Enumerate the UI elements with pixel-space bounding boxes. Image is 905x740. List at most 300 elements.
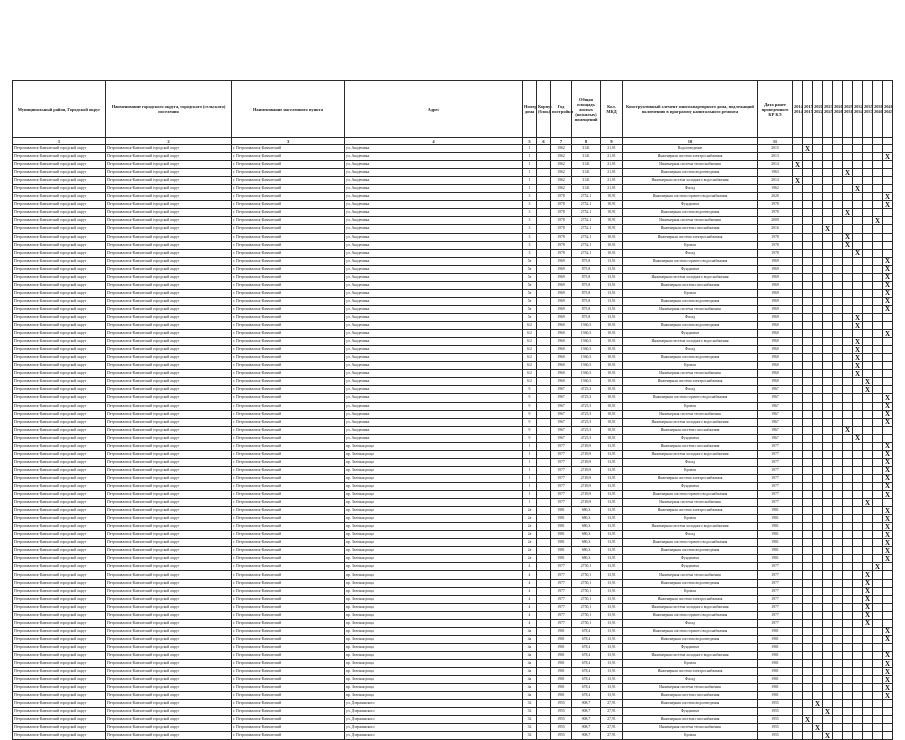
period-cell [813,233,823,241]
period-cell [883,217,893,225]
period-cell [873,643,883,651]
district-cell: Петропавловск-Камчатский городской округ [13,539,106,547]
district-cell: Петропавловск-Камчатский городской округ [13,330,106,338]
col-header-period: 2029 2031 [843,81,853,138]
period-cell [853,531,863,539]
count-cell: 18,91 [601,370,623,378]
period-mark-cell: X [823,732,833,740]
period-cell [803,539,813,547]
period-cell [793,651,803,659]
period-cell [813,442,823,450]
house-number-cell: 4а [523,684,537,692]
year-cell: 1962 [551,177,572,185]
period-cell [843,692,853,700]
table-row [13,450,893,458]
address-cell: ул. Академика [345,297,523,305]
house-number-cell: 4 [523,587,537,595]
locality-cell: г. Петропавловск-Камчатский [232,619,345,627]
period-cell [793,289,803,297]
building-cell [537,370,551,378]
house-number-cell: 3 [523,201,537,209]
settlement-cell: Петропавловск-Камчатский городской округ [106,442,232,450]
district-cell: Петропавловск-Камчатский городской округ [13,716,106,724]
locality-cell: г. Петропавловск-Камчатский [232,442,345,450]
prev-repair-date-cell: 2014 [758,177,793,185]
settlement-cell: Петропавловск-Камчатский городской округ [106,579,232,587]
period-cell [873,515,883,523]
period-cell [803,305,813,313]
period-cell [803,499,813,507]
period-cell [863,635,873,643]
house-number-cell: 2а [523,531,537,539]
period-cell [863,692,873,700]
period-cell [873,177,883,185]
period-mark-cell: X [883,668,893,676]
element-cell: Фундамент [623,201,758,209]
period-cell [803,571,813,579]
area-cell: 1360,3 [572,346,601,354]
address-cell: ул. Академика [345,289,523,297]
house-number-cell: 5а [523,297,537,305]
building-cell [537,507,551,515]
period-cell [813,507,823,515]
period-cell [833,410,843,418]
settlement-cell: Петропавловск-Камчатский городской округ [106,507,232,515]
period-cell [833,217,843,225]
period-mark-cell: X [883,458,893,466]
period-cell [823,660,833,668]
year-cell: 1962 [551,185,572,193]
count-cell: 27,91 [601,700,623,708]
year-cell: 1977 [551,587,572,595]
area-cell: 3141 [572,145,601,153]
address-cell: пр. Зеленая роща [345,523,523,531]
period-cell [883,322,893,330]
district-cell: Петропавловск-Камчатский городской округ [13,217,106,225]
count-cell: 13,91 [601,257,623,265]
district-cell: Петропавловск-Камчатский городской округ [13,491,106,499]
period-cell [843,153,853,161]
period-cell [803,531,813,539]
period-cell [813,619,823,627]
period-cell [883,643,893,651]
period-cell [843,732,853,740]
area-cell: 908,7 [572,700,601,708]
year-cell: 1962 [551,145,572,153]
period-cell [833,169,843,177]
locality-cell: г. Петропавловск-Камчатский [232,177,345,185]
period-cell [863,362,873,370]
table-row [13,668,893,676]
period-cell [813,595,823,603]
period-cell [823,338,833,346]
count-cell: 18,91 [601,330,623,338]
period-cell [803,281,813,289]
area-cell: 678,4 [572,627,601,635]
period-cell [863,177,873,185]
period-cell [823,684,833,692]
count-cell: 18,91 [601,426,623,434]
house-number-cell: 3 [523,249,537,257]
district-cell: Петропавловск-Камчатский городской округ [13,700,106,708]
area-cell: 2750,1 [572,603,601,611]
settlement-cell: Петропавловск-Камчатский городской округ [106,434,232,442]
prev-repair-date-cell: 1967 [758,426,793,434]
table-row [13,402,893,410]
count-cell: 18,91 [601,249,623,257]
district-cell: Петропавловск-Камчатский городской округ [13,571,106,579]
building-cell [537,611,551,619]
house-number-cell: 5а [523,281,537,289]
address-cell: пр. Зеленая роща [345,499,523,507]
period-cell [823,531,833,539]
prev-repair-date-cell: 1981 [758,692,793,700]
period-cell [833,354,843,362]
settlement-cell: Петропавловск-Камчатский городской округ [106,700,232,708]
settlement-cell: Петропавловск-Камчатский городской округ [106,297,232,305]
locality-cell: г. Петропавловск-Камчатский [232,732,345,740]
period-cell [813,193,823,201]
year-cell: 1977 [551,499,572,507]
period-cell [803,330,813,338]
count-cell: 13,91 [601,651,623,659]
period-cell [853,660,863,668]
column-number-cell: 10 [623,138,758,145]
house-number-cell: 4 [523,619,537,627]
area-cell: 2749,9 [572,482,601,490]
period-cell [873,442,883,450]
period-cell [843,491,853,499]
period-cell [873,635,883,643]
locality-cell: г. Петропавловск-Камчатский [232,587,345,595]
period-cell [883,708,893,716]
column-number-cell [803,138,813,145]
period-cell [813,684,823,692]
period-cell [803,193,813,201]
period-cell [803,418,813,426]
address-cell: пр. Зеленая роща [345,491,523,499]
element-cell: Инженерная система холодного водоснабжения [623,273,758,281]
settlement-cell: Петропавловск-Камчатский городской округ [106,370,232,378]
locality-cell: г. Петропавловск-Камчатский [232,233,345,241]
locality-cell: г. Петропавловск-Камчатский [232,386,345,394]
period-mark-cell: X [883,281,893,289]
period-cell [853,450,863,458]
address-cell: ул. Академика [345,322,523,330]
period-cell [873,354,883,362]
locality-cell: г. Петропавловск-Камчатский [232,201,345,209]
year-cell: 1981 [551,651,572,659]
element-cell: Инженерная система водоотведения [623,547,758,555]
period-cell [793,297,803,305]
building-cell [537,547,551,555]
district-cell: Петропавловск-Камчатский городской округ [13,386,106,394]
period-mark-cell: X [883,660,893,668]
period-cell [813,370,823,378]
period-cell [813,313,823,321]
building-cell [537,233,551,241]
settlement-cell: Петропавловск-Камчатский городской округ [106,233,232,241]
district-cell: Петропавловск-Камчатский городской округ [13,684,106,692]
settlement-cell: Петропавловск-Камчатский городской округ [106,273,232,281]
building-cell [537,322,551,330]
address-cell: пр. Зеленая роща [345,531,523,539]
period-cell [883,724,893,732]
period-mark-cell: X [793,177,803,185]
period-cell [873,579,883,587]
period-cell [833,305,843,313]
prev-repair-date-cell: 1978 [758,209,793,217]
locality-cell: г. Петропавловск-Камчатский [232,354,345,362]
building-cell [537,716,551,724]
settlement-cell: Петропавловск-Камчатский городской округ [106,217,232,225]
column-number-cell [793,138,803,145]
element-cell: Инженерная система газоснабжения [623,225,758,233]
period-cell [833,563,843,571]
period-mark-cell: X [853,370,863,378]
period-cell [823,611,833,619]
table-row [13,209,893,217]
prev-repair-date-cell: 1977 [758,466,793,474]
period-cell [823,442,833,450]
period-cell [813,145,823,153]
column-number-cell [883,138,893,145]
column-number-cell: 6 [537,138,551,145]
settlement-cell: Петропавловск-Камчатский городской округ [106,402,232,410]
district-cell: Петропавловск-Камчатский городской округ [13,338,106,346]
period-cell [813,418,823,426]
address-cell: ул. Дзержинского [345,724,523,732]
building-cell [537,281,551,289]
prev-repair-date-cell: 1977 [758,611,793,619]
period-cell [853,732,863,740]
prev-repair-date-cell: 1955 [758,700,793,708]
period-cell [833,346,843,354]
period-mark-cell: X [813,700,823,708]
period-cell [803,185,813,193]
table-row [13,330,893,338]
element-cell: Инженерная система теплоснабжения [623,410,758,418]
house-number-cell: 2а [523,555,537,563]
prev-repair-date-cell: 1960 [758,370,793,378]
period-cell [873,555,883,563]
period-mark-cell: X [863,579,873,587]
house-number-cell: 6/2 [523,362,537,370]
element-cell: Инженерная система водоотведения [623,297,758,305]
house-number-cell: 9 [523,402,537,410]
period-cell [873,418,883,426]
column-number-cell [863,138,873,145]
element-cell: Инженерная система теплоснабжения [623,370,758,378]
locality-cell: г. Петропавловск-Камчатский [232,595,345,603]
period-cell [853,563,863,571]
period-cell [833,692,843,700]
building-cell [537,201,551,209]
settlement-cell: Петропавловск-Камчатский городской округ [106,523,232,531]
period-cell [823,515,833,523]
period-cell [823,668,833,676]
area-cell: 875,8 [572,305,601,313]
area-cell: 2750,1 [572,595,601,603]
period-cell [873,201,883,209]
period-cell [813,225,823,233]
house-number-cell: 6/2 [523,338,537,346]
element-cell: Фундамент [623,434,758,442]
area-cell: 2750,1 [572,563,601,571]
period-cell [873,322,883,330]
prev-repair-date-cell: 2020 [758,193,793,201]
table-row [13,611,893,619]
area-cell: 2750,1 [572,587,601,595]
locality-cell: г. Петропавловск-Камчатский [232,402,345,410]
locality-cell: г. Петропавловск-Камчатский [232,724,345,732]
count-cell: 13,91 [601,595,623,603]
period-cell [813,402,823,410]
period-cell [883,241,893,249]
locality-cell: г. Петропавловск-Камчатский [232,362,345,370]
element-cell: Инженерная система горячего водоснабжения [623,193,758,201]
area-cell: 678,4 [572,676,601,684]
period-cell [863,330,873,338]
locality-cell: г. Петропавловск-Камчатский [232,338,345,346]
house-number-cell: 6/2 [523,346,537,354]
period-cell [843,547,853,555]
period-cell [883,346,893,354]
area-cell: 1360,3 [572,370,601,378]
area-cell: 908,7 [572,708,601,716]
period-cell [793,716,803,724]
address-cell: ул. Академика [345,281,523,289]
prev-repair-date-cell: 1981 [758,676,793,684]
period-cell [853,410,863,418]
period-cell [823,185,833,193]
house-number-cell: 4 [523,603,537,611]
period-cell [873,313,883,321]
table-row [13,539,893,547]
prev-repair-date-cell: 1969 [758,273,793,281]
period-cell [873,474,883,482]
period-cell [803,587,813,595]
district-cell: Петропавловск-Камчатский городской округ [13,362,106,370]
period-mark-cell: X [883,692,893,700]
period-cell [873,386,883,394]
period-cell [833,587,843,595]
period-cell [833,289,843,297]
period-cell [793,434,803,442]
building-cell [537,643,551,651]
district-cell: Петропавловск-Камчатский городской округ [13,273,106,281]
address-cell: пр. Зеленая роща [345,676,523,684]
count-cell: 18,91 [601,410,623,418]
table-row [13,466,893,474]
period-cell [833,466,843,474]
count-cell: 13,91 [601,499,623,507]
area-cell: 678,4 [572,643,601,651]
prev-repair-date-cell: 1969 [758,305,793,313]
area-cell: 2752,1 [572,225,601,233]
year-cell: 1981 [551,555,572,563]
period-cell [813,708,823,716]
period-cell [803,684,813,692]
table-row [13,442,893,450]
settlement-cell: Петропавловск-Камчатский городской округ [106,547,232,555]
period-cell [833,161,843,169]
period-cell [863,257,873,265]
element-cell: Инженерная система электроснабжения [623,474,758,482]
period-mark-cell: X [863,587,873,595]
period-mark-cell: X [883,466,893,474]
period-cell [873,249,883,257]
period-cell [823,555,833,563]
house-number-cell: 1 [523,185,537,193]
period-cell [823,249,833,257]
locality-cell: г. Петропавловск-Камчатский [232,394,345,402]
address-cell: ул. Академика [345,209,523,217]
period-mark-cell: X [863,619,873,627]
prev-repair-date-cell: 1978 [758,233,793,241]
period-cell [833,201,843,209]
period-cell [863,700,873,708]
period-cell [823,233,833,241]
address-cell: ул. Академика [345,177,523,185]
period-cell [833,482,843,490]
period-cell [793,426,803,434]
period-mark-cell: X [883,273,893,281]
period-cell [823,651,833,659]
settlement-cell: Петропавловск-Камчатский городской округ [106,708,232,716]
period-cell [803,458,813,466]
period-cell [823,692,833,700]
settlement-cell: Петропавловск-Камчатский городской округ [106,458,232,466]
period-mark-cell: X [863,499,873,507]
period-cell [883,225,893,233]
period-cell [813,265,823,273]
period-cell [803,394,813,402]
house-number-cell: 5а [523,305,537,313]
settlement-cell: Петропавловск-Камчатский городской округ [106,169,232,177]
district-cell: Петропавловск-Камчатский городской округ [13,169,106,177]
period-mark-cell: X [883,305,893,313]
period-cell [883,338,893,346]
period-cell [833,676,843,684]
period-cell [843,362,853,370]
period-cell [843,338,853,346]
period-cell [813,450,823,458]
period-cell [863,402,873,410]
period-cell [793,611,803,619]
period-cell [803,297,813,305]
period-cell [803,217,813,225]
table-row [13,426,893,434]
column-number-cell: 1 [13,138,106,145]
period-cell [833,603,843,611]
period-cell [843,474,853,482]
period-cell [873,193,883,201]
area-cell: 875,8 [572,297,601,305]
period-cell [873,233,883,241]
prev-repair-date-cell: 1981 [758,627,793,635]
count-cell: 18,91 [601,378,623,386]
element-cell: Инженерная система холодного водоснабжения [623,603,758,611]
locality-cell: г. Петропавловск-Камчатский [232,482,345,490]
locality-cell: г. Петропавловск-Камчатский [232,458,345,466]
locality-cell: г. Петропавловск-Камчатский [232,651,345,659]
house-number-cell: 32 [523,724,537,732]
period-cell [863,539,873,547]
locality-cell: г. Петропавловск-Камчатский [232,555,345,563]
period-cell [793,209,803,217]
period-cell [813,289,823,297]
